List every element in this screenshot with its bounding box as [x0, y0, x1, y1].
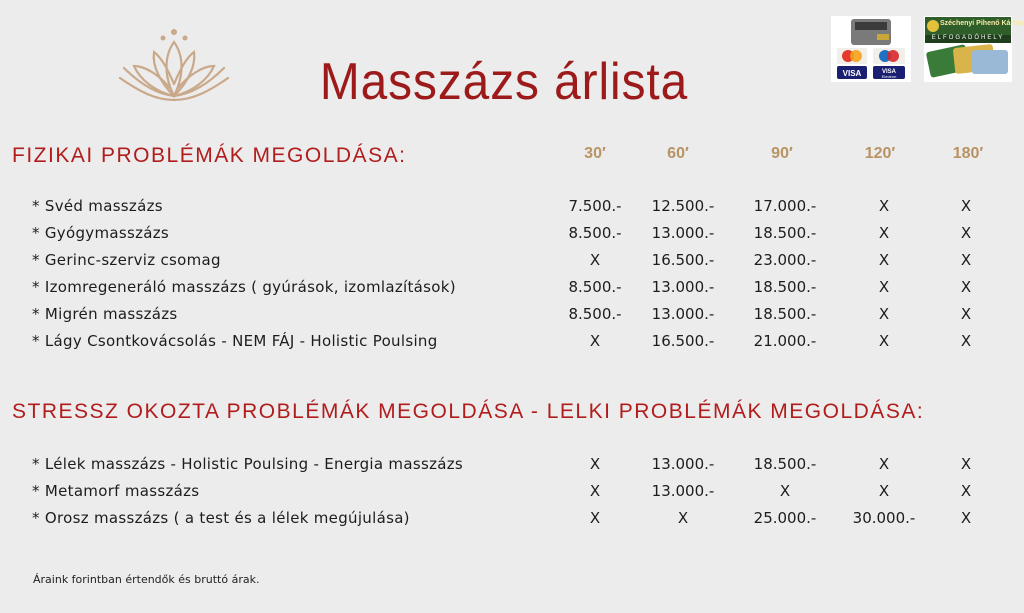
price-90: X [779, 482, 791, 500]
price-120: X [878, 197, 890, 215]
price-60: 13.000.- [651, 305, 715, 323]
price-120: 30.000.- [852, 509, 916, 527]
price-180: X [960, 332, 972, 350]
price-120: X [878, 305, 890, 323]
service-name: * Orosz masszázs ( a test és a lélek megújulása) [32, 509, 410, 527]
service-name: * Lélek masszázs - Holistic Poulsing - Energia masszázs [32, 455, 464, 473]
price-30: X [589, 332, 601, 350]
price-30: X [589, 251, 601, 269]
service-name: * Metamorf masszázs [32, 482, 200, 500]
price-90: 18.500.- [753, 305, 817, 323]
price-180: X [960, 509, 972, 527]
price-120: X [878, 224, 890, 242]
section-physical-title: FIZIKAI PROBLÉMÁK MEGOLDÁSA: [12, 144, 407, 167]
service-name: * Lágy Csontkovácsolás - NEM FÁJ - Holistic Poulsing [32, 332, 438, 350]
service-name: * Svéd masszázs [32, 197, 163, 215]
price-footnote: Áraink forintban értendők és bruttó árak. [33, 573, 260, 586]
maestro-icon [873, 48, 905, 64]
price-30: X [589, 509, 601, 527]
price-row [0, 251, 1024, 277]
service-name: * Migrén masszázs [32, 305, 178, 323]
price-180: X [960, 278, 972, 296]
price-60: 16.500.- [651, 332, 715, 350]
price-90: 18.500.- [753, 224, 817, 242]
service-name: * Gyógymasszázs [32, 224, 170, 242]
price-30: X [589, 455, 601, 473]
price-180: X [960, 224, 972, 242]
price-30: 8.500.- [568, 224, 622, 242]
price-90: 25.000.- [753, 509, 817, 527]
price-row [0, 332, 1024, 358]
price-row [0, 278, 1024, 304]
price-180: X [960, 455, 972, 473]
column-header-60: 60′ [667, 145, 689, 162]
price-90: 18.500.- [753, 278, 817, 296]
svg-text:VISA: VISA [842, 69, 862, 78]
szep-card-badge [924, 16, 1024, 82]
price-180: X [960, 482, 972, 500]
price-row [0, 197, 1024, 223]
column-header-180: 180′ [952, 145, 984, 162]
price-60: 13.000.- [651, 224, 715, 242]
svg-text:VISA: VISA [881, 69, 897, 75]
price-120: X [878, 455, 890, 473]
price-30: 8.500.- [568, 305, 622, 323]
price-row [0, 224, 1024, 250]
service-name: * Izomregeneráló masszázs ( gyúrások, izomlazítások) [32, 278, 456, 296]
column-header-120: 120′ [864, 145, 896, 162]
price-120: X [878, 482, 890, 500]
price-60: 12.500.- [651, 197, 715, 215]
price-row [0, 455, 1024, 481]
payment-cards-badge [831, 16, 911, 82]
szep-card-subtitle: ELFOGADÓHELY [931, 35, 1005, 41]
price-120: X [878, 332, 890, 350]
price-120: X [878, 251, 890, 269]
visa-icon [837, 66, 867, 79]
price-180: X [960, 305, 972, 323]
section-stress-title: STRESSZ OKOZTA PROBLÉMÁK MEGOLDÁSA - LELKI PROBLÉMÁK MEGOLDÁSA: [12, 400, 925, 423]
column-header-30: 30′ [584, 145, 606, 162]
price-30: 7.500.- [568, 197, 622, 215]
price-90: 23.000.- [753, 251, 817, 269]
price-row [0, 305, 1024, 331]
price-180: X [960, 197, 972, 215]
price-60: X [677, 509, 689, 527]
price-60: 13.000.- [651, 455, 715, 473]
price-60: 16.500.- [651, 251, 715, 269]
column-header-90: 90′ [771, 145, 793, 162]
price-180: X [960, 251, 972, 269]
price-60: 13.000.- [651, 278, 715, 296]
svg-text:Electron: Electron [881, 74, 897, 79]
price-120: X [878, 278, 890, 296]
price-30: 8.500.- [568, 278, 622, 296]
price-row [0, 482, 1024, 508]
price-row [0, 509, 1024, 535]
price-90: 21.000.- [753, 332, 817, 350]
visa-electron-icon [873, 66, 905, 79]
service-name: * Gerinc-szerviz csomag [32, 251, 221, 269]
page-title: Masszázs árlista [319, 53, 689, 111]
szep-card-title: Széchenyi Pihenő Kártya [940, 20, 1024, 27]
price-90: 18.500.- [753, 455, 817, 473]
price-30: X [589, 482, 601, 500]
price-90: 17.000.- [753, 197, 817, 215]
price-60: 13.000.- [651, 482, 715, 500]
mastercard-icon [837, 48, 867, 64]
